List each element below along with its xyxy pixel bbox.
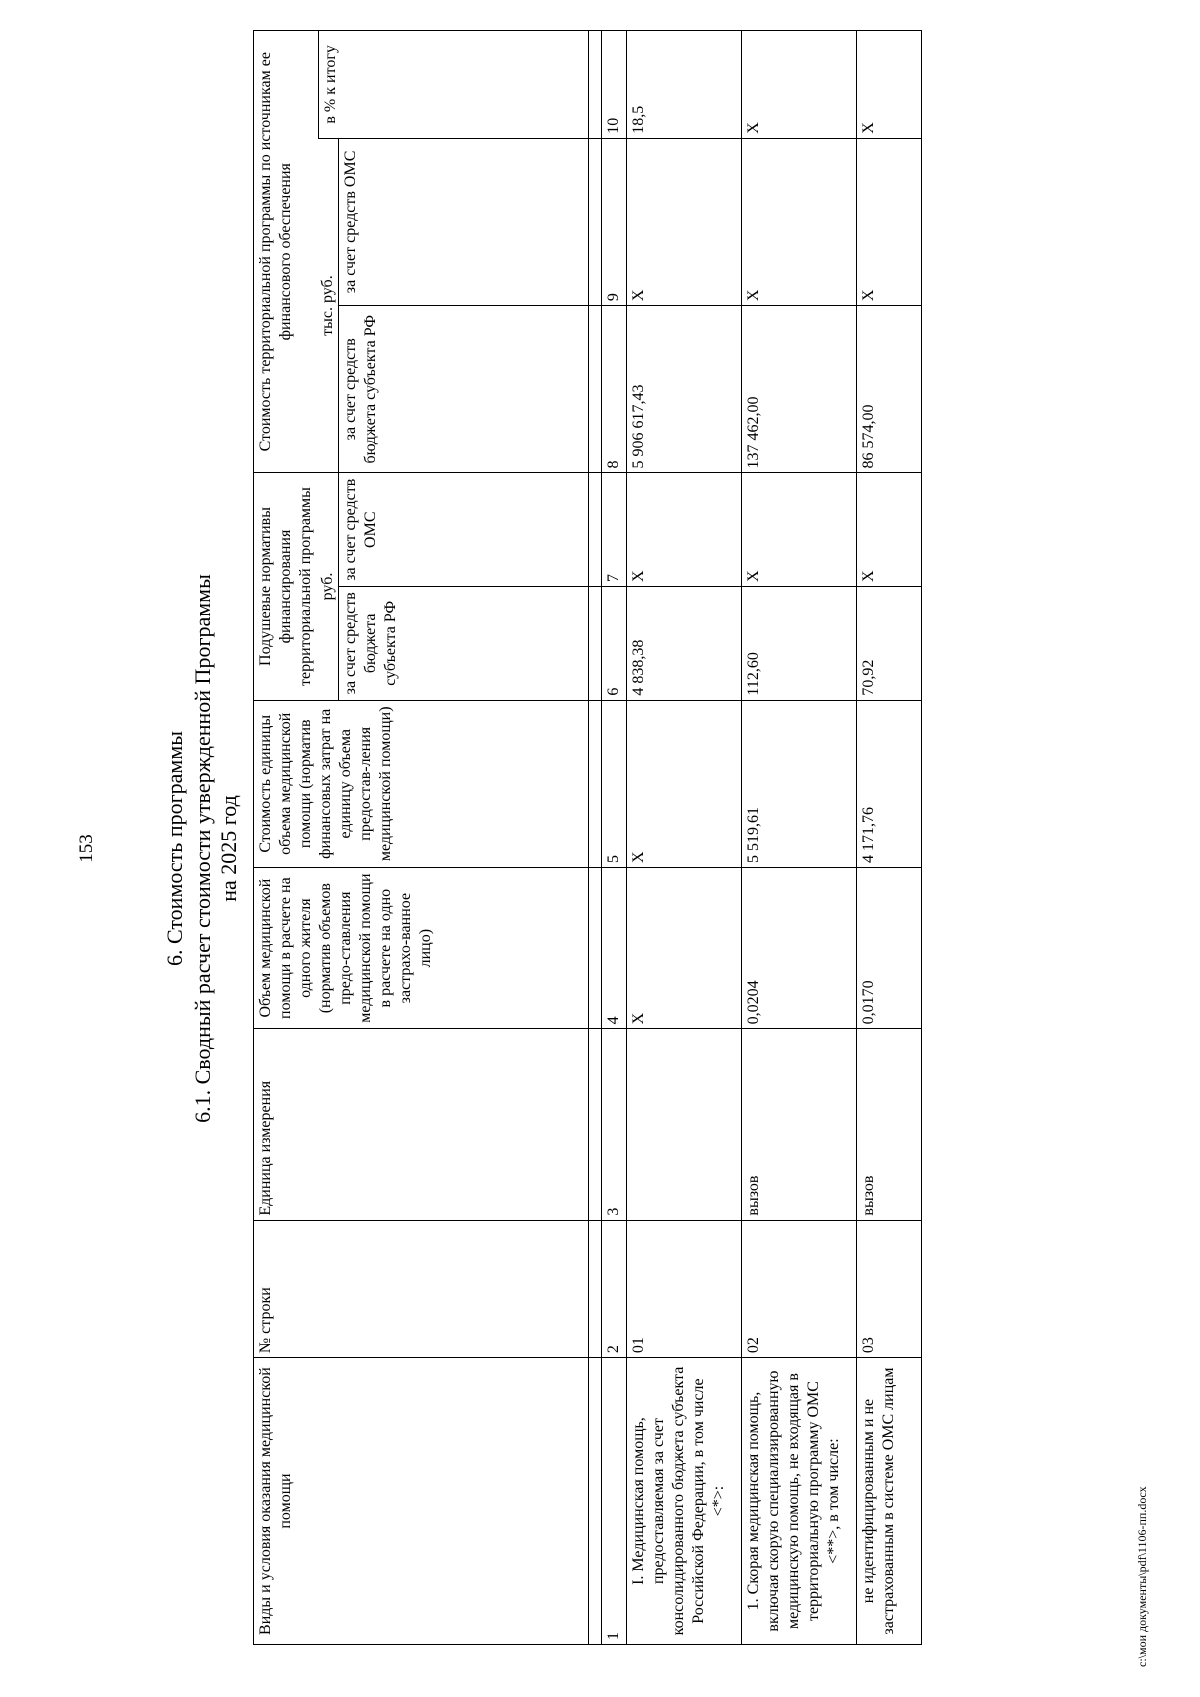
column-number: 7 bbox=[602, 473, 627, 587]
row-label: не идентифицированным и не застрахованным в системе ОМС лицам bbox=[857, 1358, 922, 1645]
header-cost-unit: тыс. руб. bbox=[318, 138, 339, 473]
row-percent: X bbox=[742, 31, 857, 139]
row-per-capita-oms: X bbox=[857, 473, 922, 587]
header-per-capita-unit: руб. bbox=[318, 473, 339, 700]
row-per-capita-oms: X bbox=[627, 473, 742, 587]
row-cost-oms: X bbox=[742, 138, 857, 305]
row-volume: 0,0204 bbox=[742, 867, 857, 1028]
page-number: 153 bbox=[76, 834, 97, 863]
row-line-number: 03 bbox=[857, 1220, 922, 1357]
header-row-1 bbox=[254, 31, 319, 1645]
column-number: 2 bbox=[602, 1220, 627, 1357]
row-cost-budget: 137 462,00 bbox=[742, 306, 857, 473]
column-number: 8 bbox=[602, 306, 627, 473]
column-number: 9 bbox=[602, 138, 627, 305]
file-path: c:\мои документы\pdf\1106-пп.docx bbox=[1135, 1486, 1149, 1667]
row-unit-cost: X bbox=[627, 700, 742, 867]
section-title: 6. Стоимость программы bbox=[162, 730, 187, 967]
subsection-title bbox=[190, 0, 242, 1697]
row-cost-oms: X bbox=[857, 138, 922, 305]
table-row bbox=[742, 31, 857, 1645]
subsection-title-line: 6.1. Сводный расчет стоимости утвержденной Программы bbox=[190, 574, 215, 1123]
year-line: на 2025 год bbox=[216, 795, 241, 902]
header-unit-cost: Стоимость единицы объема медицинской помощи (норматив финансовых затрат на единицу объема предостав-ления медицинской помощи) bbox=[254, 700, 589, 867]
column-number: 6 bbox=[602, 587, 627, 701]
row-volume: 0,0170 bbox=[857, 867, 922, 1028]
row-volume: X bbox=[627, 867, 742, 1028]
header-cost-oms: за счет средств ОМС bbox=[339, 138, 589, 305]
header-cost-budget: за счет средств бюджета субъекта РФ bbox=[339, 306, 589, 473]
header-per-capita-group: Подушевые нормативы финансирования территориальной программы bbox=[254, 473, 319, 700]
row-line-number: 01 bbox=[627, 1220, 742, 1357]
row-unit-cost: 4 171,76 bbox=[857, 700, 922, 867]
column-number: 4 bbox=[602, 867, 627, 1028]
table-row bbox=[857, 31, 922, 1645]
column-number: 10 bbox=[602, 31, 627, 139]
column-number: 1 bbox=[602, 1358, 627, 1645]
header-per-capita-oms: за счет средств ОМС bbox=[339, 473, 589, 587]
row-cost-oms: X bbox=[627, 138, 742, 305]
row-percent: X bbox=[857, 31, 922, 139]
cost-table bbox=[253, 30, 922, 1645]
row-cost-budget: 5 906 617,43 bbox=[627, 306, 742, 473]
header-line-number: № строки bbox=[254, 1220, 589, 1357]
header-percent: в % к итогу bbox=[318, 31, 589, 139]
header-per-capita-budget: за счет средств бюджета субъекта РФ bbox=[339, 587, 589, 701]
header-unit: Единица измерения bbox=[254, 1029, 589, 1220]
row-unit-cost: 5 519,61 bbox=[742, 700, 857, 867]
row-label: 1. Скорая медицинская помощь, включая скорую специализированную медицинскую помощь, не входящая в территориальную программу ОМС <**>, в том числе: bbox=[742, 1358, 857, 1645]
header-volume: Объем медицинской помощи в расчете на одного жителя (норматив объемов предо-ставления медицинской помощи в расчете на одно застрахо-ванное лицо) bbox=[254, 867, 589, 1028]
column-number: 5 bbox=[602, 700, 627, 867]
row-per-capita-budget: 4 838,38 bbox=[627, 587, 742, 701]
row-unit bbox=[627, 1029, 742, 1220]
header-cost-group: Стоимость территориальной программы по источникам ее финансового обеспечения bbox=[254, 31, 319, 473]
row-percent: 18,5 bbox=[627, 31, 742, 139]
table-row bbox=[627, 31, 742, 1645]
row-unit: вызов bbox=[742, 1029, 857, 1220]
row-per-capita-budget: 70,92 bbox=[857, 587, 922, 701]
column-number: 3 bbox=[602, 1029, 627, 1220]
row-cost-budget: 86 574,00 bbox=[857, 306, 922, 473]
column-number-row bbox=[602, 31, 627, 1645]
header-kinds: Виды и условия оказания медицинской помощи bbox=[254, 1358, 589, 1645]
row-unit: вызов bbox=[857, 1029, 922, 1220]
row-label: I. Медицинская помощь, предоставляемая за счет консолидированного бюджета субъекта Российской Федерации, в том числе <*>: bbox=[627, 1358, 742, 1645]
separator-row bbox=[589, 31, 602, 1645]
row-per-capita-oms: X bbox=[742, 473, 857, 587]
row-per-capita-budget: 112,60 bbox=[742, 587, 857, 701]
row-line-number: 02 bbox=[742, 1220, 857, 1357]
